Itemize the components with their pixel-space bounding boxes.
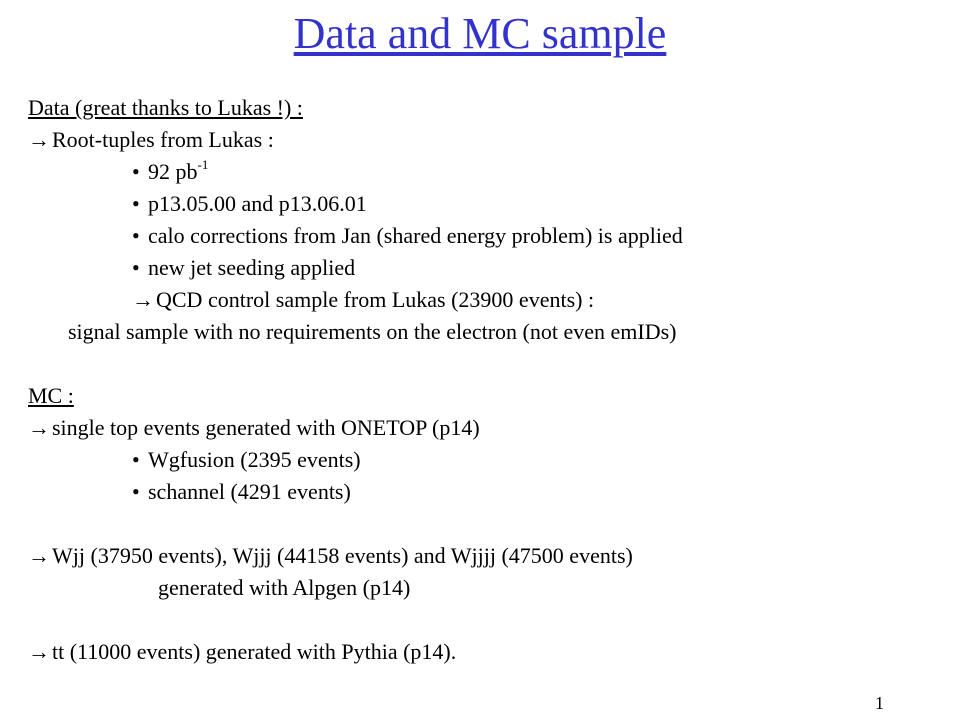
bullet-icon: •: [132, 479, 140, 504]
data-item-text: new jet seeding applied: [148, 255, 356, 280]
data-heading: Data (great thanks to Lukas !) :: [28, 95, 303, 120]
lumi-item: [132, 158, 208, 186]
data-item-text: p13.05.00 and p13.06.01: [148, 191, 367, 216]
arrow-icon: →: [28, 639, 50, 664]
bullet-icon: •: [132, 447, 140, 472]
qcd-line: [132, 286, 594, 314]
bullet-icon: •: [132, 159, 140, 184]
tt-text: tt (11000 events) generated with Pythia (p14).: [52, 639, 457, 664]
data-item: [132, 254, 355, 282]
lumi-value: 92 pb: [148, 159, 198, 184]
bullet-icon: •: [132, 191, 140, 216]
wjj-detail: generated with Alpgen (p14): [158, 575, 411, 600]
data-item: [132, 190, 367, 218]
wjj-line: [28, 542, 633, 570]
single-top-text: single top events generated with ONETOP (p14): [52, 415, 480, 440]
mc-item: [132, 478, 351, 506]
bullet-icon: •: [132, 255, 140, 280]
single-top-line: [28, 414, 480, 442]
lumi-exponent: -1: [197, 156, 209, 172]
qcd-text: QCD control sample from Lukas (23900 events) :: [156, 287, 595, 312]
arrow-icon: →: [132, 287, 154, 312]
data-item: [132, 222, 683, 250]
data-intro-line: [28, 126, 274, 154]
bullet-icon: •: [132, 223, 140, 248]
arrow-icon: →: [28, 127, 50, 152]
tt-line: [28, 638, 456, 666]
data-intro-text: Root-tuples from Lukas :: [52, 127, 274, 152]
page-title: Data and MC sample: [293, 9, 667, 58]
page-number: 1: [875, 693, 884, 713]
mc-item-text: schannel (4291 events): [148, 479, 351, 504]
mc-item-text: Wgfusion (2395 events): [148, 447, 361, 472]
wjj-text: Wjj (37950 events), Wjjj (44158 events) and Wjjjj (47500 events): [52, 543, 633, 568]
mc-heading: MC :: [28, 383, 74, 408]
mc-item: [132, 446, 361, 474]
data-item-text: calo corrections from Jan (shared energy problem) is applied: [148, 223, 683, 248]
arrow-icon: →: [28, 415, 50, 440]
qcd-detail: signal sample with no requirements on the electron (not even emIDs): [68, 319, 677, 344]
arrow-icon: →: [28, 543, 50, 568]
